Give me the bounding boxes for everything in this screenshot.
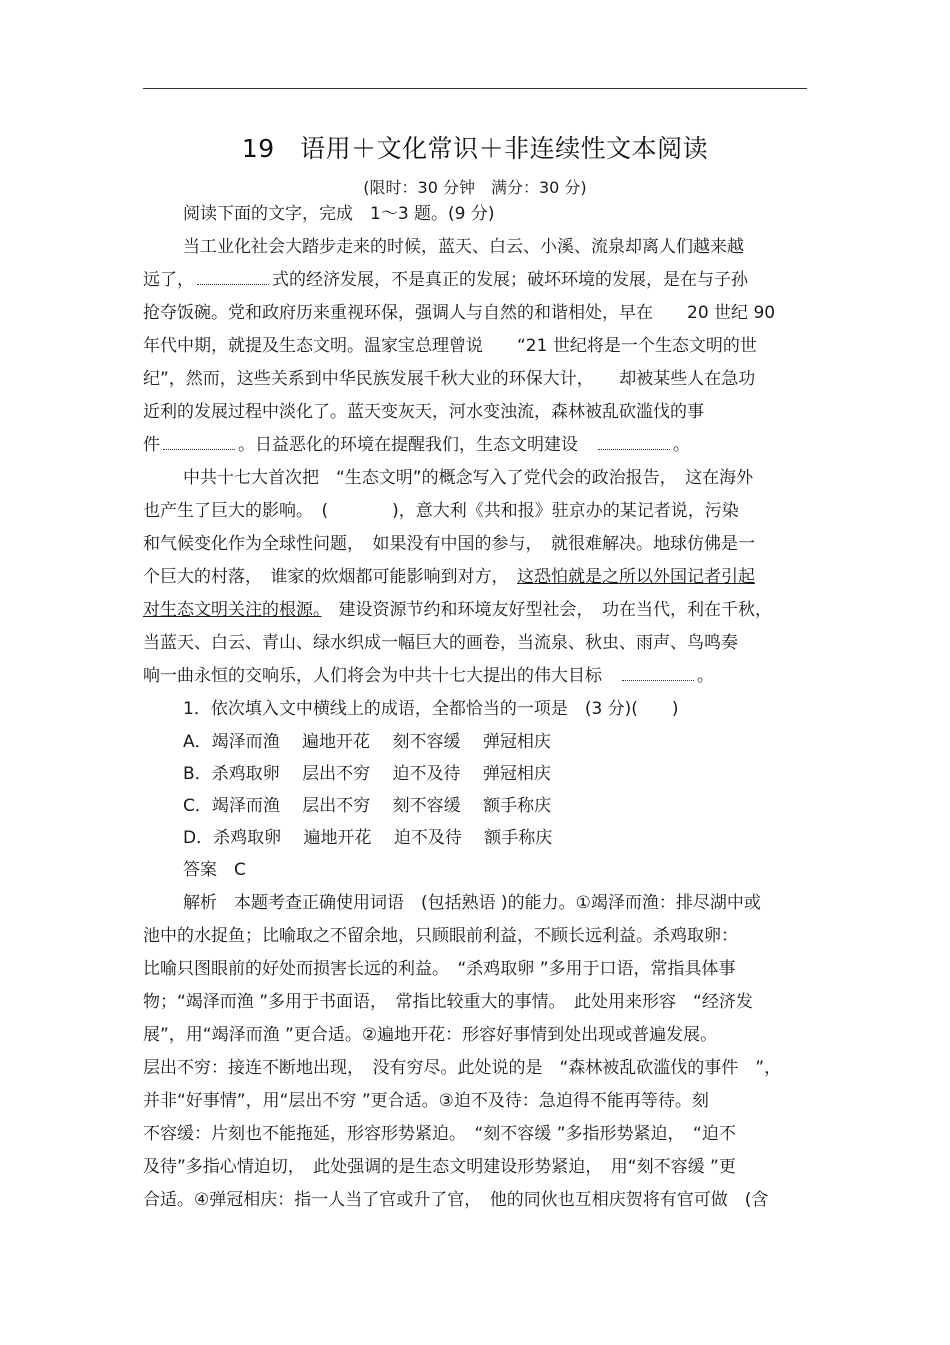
analysis-line: 层出不穷：接连不断地出现， 没有穷尽。此处说的是 “森林被乱砍滥伐的事件 ”， bbox=[143, 1058, 782, 1078]
fill-blank-4 bbox=[622, 666, 694, 681]
passage-line: 当工业化社会大踏步走来的时候，蓝天、白云、小溪、流泉却离人们越来越 bbox=[183, 237, 744, 257]
analysis-line: 合适。④弹冠相庆：指一人当了官或升了官， 他的同伙也互相庆贺将有官可做 (含 bbox=[143, 1190, 769, 1210]
time-limit-subtitle: (限时：30 分钟 满分：30 分) bbox=[363, 178, 587, 197]
option-b: B．杀鸡取卵 层出不穷 迫不及待 弹冠相庆 bbox=[183, 764, 551, 784]
analysis-line: 并非“好事情”，用“层出不穷 ”更合适。③迫不及待：急迫得不能再等待。刻 bbox=[143, 1091, 709, 1111]
analysis-line: 及待”多指心情迫切， 此处强调的是生态文明建设形势紧迫， 用“刻不容缓 ”更 bbox=[143, 1157, 736, 1177]
question-stem: 1．依次填入文中横线上的成语，全都恰当的一项是 (3 分)( ) bbox=[183, 699, 679, 719]
analysis-line: 展”，用“竭泽而渔 ”更合适。②遍地开花：形容好事情到处出现或普遍发展。 bbox=[143, 1025, 718, 1045]
header-rule bbox=[143, 88, 807, 89]
passage-line: 近利的发展过程中淡化了。蓝天变灰天，河水变浊流，森林被乱砍滥伐的事 bbox=[143, 402, 704, 422]
passage-line: 件 。日益恶化的环境在提醒我们，生态文明建设 。 bbox=[143, 435, 690, 455]
underlined-sentence: 这恐怕就是之所以外国记者引起 bbox=[517, 567, 755, 587]
fill-blank-3 bbox=[598, 435, 670, 450]
passage-line: 对生态文明关注的根源。 建设资源节约和环境友好型社会， 功在当代，利在千秋， bbox=[143, 600, 772, 620]
passage-line: 和气候变化作为全球性问题， 如果没有中国的参与， 就很难解决。地球仿佛是一 bbox=[143, 534, 755, 554]
passage-line: 中共十七大首次把 “生态文明”的概念写入了党代会的政治报告， 这在海外 bbox=[183, 468, 754, 488]
passage-line: 纪”，然而，这些关系到中华民族发展千秋大业的环保大计， 却被某些人在急功 bbox=[143, 369, 756, 389]
analysis-line: 解析 本题考查正确使用词语 (包括熟语 )的能力。①竭泽而渔：排尽湖中或 bbox=[183, 893, 761, 913]
option-a: A．竭泽而渔 遍地开花 刻不容缓 弹冠相庆 bbox=[183, 732, 551, 752]
underlined-sentence: 对生态文明关注的根源。 bbox=[143, 600, 322, 620]
reading-instruction: 阅读下面的文字，完成 1～3 题。(9 分) bbox=[183, 204, 495, 224]
analysis-line: 物；“竭泽而渔 ”多用于书面语， 常指比较重大的事情。 此处用来形容 “经济发 bbox=[143, 992, 753, 1012]
passage-line: 响一曲永恒的交响乐，人们将会为中共十七大提出的伟大目标 。 bbox=[143, 666, 714, 686]
answer-text: 答案 C bbox=[183, 860, 246, 880]
analysis-line: 不容缓：片刻也不能拖延，形容形势紧迫。 “刻不容缓 ”多指形势紧迫， “迫不 bbox=[143, 1124, 736, 1144]
page-title: 19 语用＋文化常识＋非连续性文本阅读 bbox=[241, 134, 709, 163]
passage-line: 远了， 式的经济发展，不是真正的发展；破坏环境的发展，是在与子孙 bbox=[143, 270, 748, 290]
passage-line: 抢夺饭碗。党和政府历来重视环保，强调人与自然的和谐相处，早在 20 世纪 90 bbox=[143, 303, 776, 323]
option-d: D．杀鸡取卵 遍地开花 迫不及待 额手称庆 bbox=[183, 828, 553, 848]
analysis-line: 池中的水捉鱼；比喻取之不留余地，只顾眼前利益，不顾长远利益。杀鸡取卵： bbox=[143, 926, 738, 946]
passage-line: 也产生了巨大的影响。 ( )，意大利《共和报》驻京办的某记者说，污染 bbox=[143, 501, 739, 521]
passage-line: 个巨大的村落， 谁家的炊烟都可能影响到对方， 这恐怕就是之所以外国记者引起 bbox=[143, 567, 755, 587]
option-c: C．竭泽而渔 层出不穷 刻不容缓 额手称庆 bbox=[183, 796, 552, 816]
passage-line: 年代中期，就提及生态文明。温家宝总理曾说 “21 世纪将是一个生态文明的世 bbox=[143, 336, 757, 356]
fill-blank-2 bbox=[163, 435, 235, 450]
analysis-line: 比喻只图眼前的好处而损害长远的利益。 “杀鸡取卵 ”多用于口语，常指具体事 bbox=[143, 959, 736, 979]
passage-line: 当蓝天、白云、青山、绿水织成一幅巨大的画卷，当流泉、秋虫、雨声、鸟鸣奏 bbox=[143, 633, 738, 653]
fill-blank-1 bbox=[197, 270, 269, 285]
